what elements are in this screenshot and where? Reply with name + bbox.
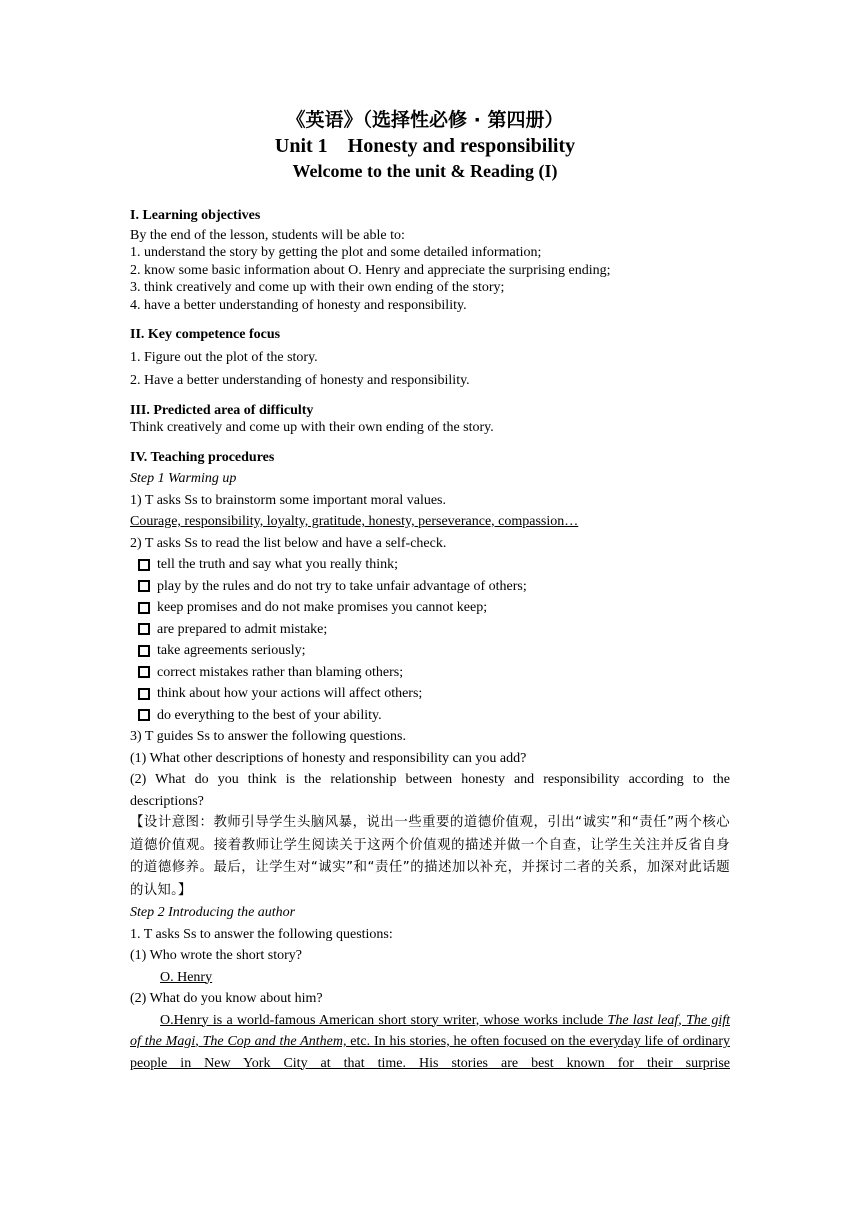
document-content xyxy=(130,106,730,1074)
work-title: The Cop and the Anthem, xyxy=(202,1034,347,1049)
section-competence xyxy=(130,324,730,392)
competence-item: 2. Have a better understanding of honesty and responsibility. xyxy=(130,372,470,388)
step2-answer-1: O. Henry xyxy=(160,969,213,985)
checkbox-icon[interactable] xyxy=(138,580,150,592)
section-difficulty xyxy=(130,402,730,437)
checklist-item[interactable]: correct mistakes rather than blaming others; xyxy=(130,662,730,684)
checklist-item[interactable]: tell the truth and say what you really think; xyxy=(130,554,730,576)
objective-item: 1. understand the story by getting the plot and some detailed information; xyxy=(130,245,542,260)
checklist-item[interactable]: take agreements seriously; xyxy=(130,640,730,662)
step1-question-3-2: (2) What do you think is the relationship between honesty and responsibility according to the descriptions? xyxy=(130,772,730,809)
design-intent-note: 【设计意图：教师引导学生头脑风暴，说出一些重要的道德价值观，引出“诚实”和“责任”两个核心道德价值观。接着教师让学生阅读关于这两个价值观的描述并做一个自查，让学生关注并反省自身的道德修养。最后，让学生对“诚实”和“责任”的描述加以补充，并探讨二者的关系，加深对此话题的认知。】 xyxy=(130,815,730,898)
checkbox-icon[interactable] xyxy=(138,645,150,657)
checkbox-icon[interactable] xyxy=(138,559,150,571)
checkbox-icon[interactable] xyxy=(138,709,150,721)
step1-title: Step 1 Warming up xyxy=(130,471,237,486)
step2-intro: 1. T asks Ss to answer the following questions: xyxy=(130,926,393,942)
competence-item: 1. Figure out the plot of the story. xyxy=(130,349,318,365)
section-objectives xyxy=(130,205,730,314)
checklist-item[interactable]: play by the rules and do not try to take unfair advantage of others; xyxy=(130,576,730,598)
step1-question-3: 3) T guides Ss to answer the following questions. xyxy=(130,729,406,744)
self-check-list xyxy=(130,554,730,726)
objective-item: 2. know some basic information about O. Henry and appreciate the surprising ending; xyxy=(130,262,611,278)
objective-item: 4. have a better understanding of honesty and responsibility. xyxy=(130,297,467,313)
checklist-item[interactable]: are prepared to admit mistake; xyxy=(130,619,730,641)
difficulty-heading: III. Predicted area of difficulty xyxy=(130,402,314,418)
competence-heading: II. Key competence focus xyxy=(130,327,281,342)
objectives-intro: By the end of the lesson, students will be able to: xyxy=(130,227,405,243)
checkbox-icon[interactable] xyxy=(138,666,150,678)
checklist-item[interactable]: think about how your actions will affect others; xyxy=(130,683,730,705)
lesson-title: Welcome to the unit & Reading (I) xyxy=(292,161,558,181)
work-title: The last leaf xyxy=(607,1012,679,1028)
checkbox-icon[interactable] xyxy=(138,688,150,700)
step1-question-1: 1) T asks Ss to brainstorm some important moral values. xyxy=(130,492,447,508)
objective-item: 3. think creatively and come up with their own ending of the story; xyxy=(130,280,505,295)
checklist-item[interactable]: do everything to the best of your ability. xyxy=(130,705,730,727)
step2-answer-2: O.Henry is a world-famous American short story writer, whose works include The last leaf, The gift of the Magi, The Cop and the Anthem, etc. In his stories, he often focused on the everyday life of ordinary people in New York City at that time. His stories are best known for their surprise xyxy=(130,1012,731,1071)
step1-question-3-1: (1) What other descriptions of honesty and responsibility can you add? xyxy=(130,750,527,766)
title-block xyxy=(120,106,730,183)
section-procedures xyxy=(130,447,730,1075)
checkbox-icon[interactable] xyxy=(138,623,150,635)
procedures-heading: IV. Teaching procedures xyxy=(130,449,275,465)
checklist-item[interactable]: keep promises and do not make promises you cannot keep; xyxy=(130,597,730,619)
step2-question-1: (1) Who wrote the short story? xyxy=(130,948,302,963)
objectives-heading: I. Learning objectives xyxy=(130,208,261,223)
difficulty-text: Think creatively and come up with their own ending of the story. xyxy=(130,420,494,435)
step2-title: Step 2 Introducing the author xyxy=(130,905,296,920)
unit-title: Unit 1 Honesty and responsibility xyxy=(274,135,576,157)
work-title: The gift of the Magi xyxy=(130,1012,730,1049)
step1-question-2: 2) T asks Ss to read the list below and have a self-check. xyxy=(130,535,447,551)
step2-question-2: (2) What do you know about him? xyxy=(130,991,323,1006)
book-title: 《英语》（选择性必修 · 第四册） xyxy=(286,109,564,131)
step1-answer-1: Courage, responsibility, loyalty, gratitude, honesty, perseverance, compassion… xyxy=(130,514,579,529)
checkbox-icon[interactable] xyxy=(138,602,150,614)
